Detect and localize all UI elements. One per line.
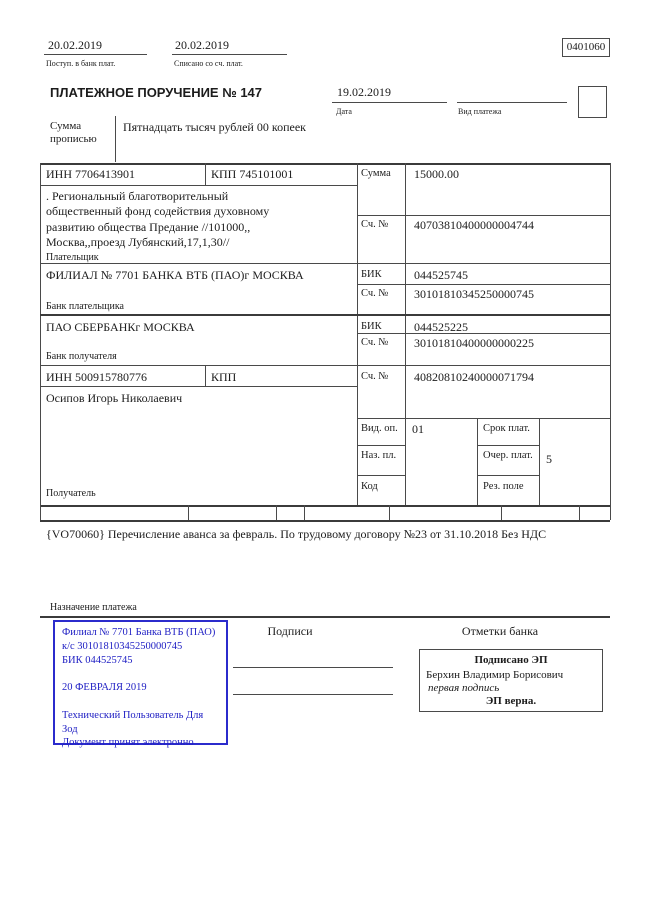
bank-stamp-line: Технический Пользователь Для	[62, 709, 204, 721]
payer-name-line: . Региональный благотворительный	[46, 189, 229, 203]
beneficiary-section-label: Получатель	[46, 488, 96, 499]
beneficiary-name: Осипов Игорь Николаевич	[46, 391, 183, 405]
beneficiary-bank-bik-label: БИК	[361, 321, 382, 332]
bank-stamp-line: Документ принят электронно	[62, 737, 194, 749]
grid-line	[610, 505, 611, 520]
payer-name-line: развитию общества Предание //101000,,	[46, 220, 251, 234]
grid-line	[40, 185, 357, 186]
date-debited-label: Списано со сч. плат.	[174, 59, 243, 68]
grid-line	[40, 616, 610, 618]
grid-line	[205, 365, 206, 386]
grid-line	[457, 102, 567, 103]
due-date-label: Срок плат.	[483, 423, 530, 434]
stamp-title: Подписано ЭП	[474, 654, 548, 666]
grid-line	[44, 54, 147, 55]
date-debited: 20.02.2019	[175, 38, 229, 52]
beneficiary-bank-section-label: Банк получателя	[46, 351, 117, 362]
bank-stamp-line	[62, 695, 226, 709]
bank-stamp-line: БИК 044525745	[62, 654, 133, 666]
date-received-label: Поступ. в банк плат.	[46, 59, 116, 68]
signature-line	[233, 694, 393, 695]
grid-line	[539, 418, 540, 505]
bank-stamp-line: к/с 30101810345250000745	[62, 640, 183, 652]
grid-line	[115, 116, 116, 162]
payer-bank-bik-label: БИК	[361, 269, 382, 280]
payer-account: 40703810400000004744	[414, 218, 534, 232]
grid-line	[357, 215, 610, 216]
code-label: Код	[361, 481, 378, 492]
grid-line	[579, 505, 580, 520]
date-received-in-bank: 20.02.2019	[48, 38, 102, 52]
grid-line	[40, 163, 41, 505]
payment-purpose-section-label: Назначение платежа	[50, 602, 137, 613]
grid-line	[357, 418, 610, 419]
grid-line	[188, 505, 189, 520]
payment-kind-label: Вид платежа	[458, 107, 502, 116]
document-date-label: Дата	[336, 107, 352, 116]
grid-line	[40, 314, 610, 316]
sum-cell-label: Сумма	[361, 168, 391, 179]
document-title: ПЛАТЕЖНОЕ ПОРУЧЕНИЕ № 147	[50, 85, 263, 100]
beneficiary-bank-account: 30101810400000000225	[414, 336, 534, 350]
stamp-subtitle: первая подпись	[428, 682, 500, 694]
op-kind-value: 01	[412, 422, 424, 436]
payer-inn: ИНН 7706413901	[46, 167, 135, 181]
grid-line	[205, 163, 206, 185]
beneficiary-account: 40820810240000071794	[414, 370, 534, 384]
payer-bank-account: 30101810345250000745	[414, 287, 534, 301]
grid-line	[357, 445, 405, 446]
signatures-header: Подписи	[267, 624, 313, 638]
beneficiary-bank-bik: 044525225	[414, 320, 468, 334]
grid-line	[477, 445, 539, 446]
payer-name-line: общественный фонд содействия духовному	[46, 204, 270, 218]
bank-electronic-stamp	[53, 620, 228, 749]
payer-bank-account-label: Сч. №	[361, 288, 389, 299]
grid-line	[357, 333, 610, 334]
form-code-box: 0401060	[562, 38, 610, 57]
payer-name-line: Москва,,проезд Лубянский,17,1,30//	[46, 235, 230, 249]
grid-line	[332, 102, 447, 103]
op-kind-label: Вид. оп.	[361, 423, 398, 434]
payer-bank-section-label: Банк плательщика	[46, 301, 124, 312]
beneficiary-bank-name: ПАО СБЕРБАНКг МОСКВА	[46, 320, 195, 334]
grid-line	[40, 505, 610, 507]
reserve-field-label: Рез. поле	[483, 481, 524, 492]
bank-marks-header: Отметки банка	[461, 624, 539, 638]
bank-stamp-line: Зод	[62, 723, 78, 735]
pay-purpose-code-label: Наз. пл.	[361, 450, 397, 461]
grid-line	[40, 163, 610, 165]
beneficiary-bank-account-label: Сч. №	[361, 337, 389, 348]
amount-words-value: Пятнадцать тысяч рублей 00 копеек	[123, 120, 306, 134]
grid-line	[40, 505, 41, 520]
grid-line	[40, 386, 357, 387]
grid-line	[357, 284, 610, 285]
grid-line	[40, 263, 610, 264]
payer-bank-name: ФИЛИАЛ № 7701 БАНКА ВТБ (ПАО)г МОСКВА	[46, 268, 304, 282]
grid-line	[477, 418, 478, 505]
priority-value: 5	[546, 452, 552, 466]
amount-words-label: Сумма прописью	[50, 120, 97, 145]
grid-line	[40, 365, 610, 366]
grid-line	[304, 505, 305, 520]
grid-line	[610, 163, 611, 505]
document-date: 19.02.2019	[337, 85, 391, 99]
payer-section-label: Плательщик	[46, 252, 99, 263]
grid-line	[501, 505, 502, 520]
payer-kpp: КПП 745101001	[211, 167, 294, 181]
status-checkbox	[578, 86, 607, 118]
grid-line	[389, 505, 390, 520]
bank-stamp-line: Филиал № 7701 Банка ВТБ (ПАО)	[62, 627, 216, 638]
grid-line	[357, 475, 405, 476]
beneficiary-account-label: Сч. №	[361, 371, 389, 382]
grid-line	[172, 54, 287, 55]
payer-account-label: Сч. №	[361, 219, 389, 230]
beneficiary-inn: ИНН 500915780776	[46, 370, 147, 384]
sum-value: 15000.00	[414, 167, 459, 181]
priority-label: Очер. плат.	[483, 450, 533, 461]
payer-bank-bik: 044525745	[414, 268, 468, 282]
grid-line	[40, 520, 610, 522]
signature-verification-stamp	[419, 649, 603, 712]
payment-purpose-text: {VO70060} Перечисление аванса за февраль. По трудовому договору №23 от 31.10.2018 Без НДС	[46, 527, 547, 541]
signature-line	[233, 667, 393, 668]
bank-stamp-line: 20 ФЕВРАЛЯ 2019	[62, 682, 147, 694]
stamp-verified-text: ЭП верна.	[485, 695, 537, 707]
grid-line	[477, 475, 539, 476]
beneficiary-kpp-label: КПП	[211, 370, 237, 384]
grid-line	[276, 505, 277, 520]
bank-stamp-line	[62, 667, 226, 681]
stamp-signer-name: Берхин Владимир Борисович	[426, 669, 564, 681]
